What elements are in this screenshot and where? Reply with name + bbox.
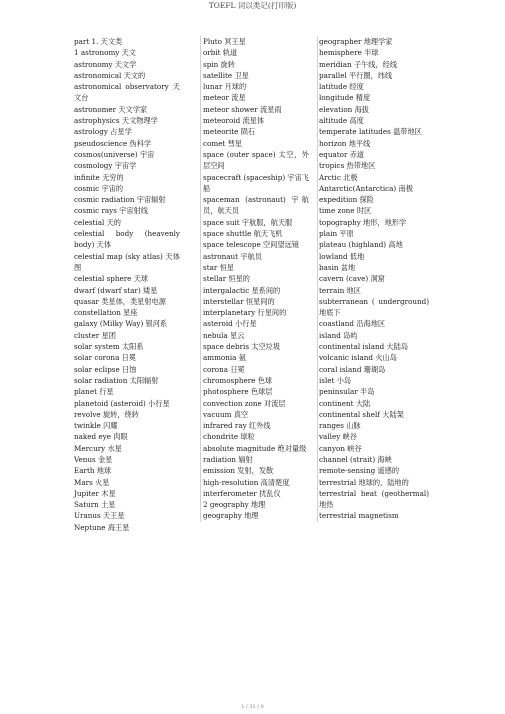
vocab-entry: astrophysics 天文物理学: [74, 116, 158, 126]
vocab-entry: planetoid (asteroid) 小行星: [74, 398, 170, 408]
word-column-3: [319, 36, 429, 522]
vocab-entry: horizon 地平线: [319, 138, 371, 148]
vocab-entry: astronomical observatory 天文台: [74, 82, 180, 103]
vocab-entry: continental island 大陆岛: [319, 342, 409, 352]
vocab-entry: Neptune 海王星: [74, 522, 130, 532]
vocab-entry: cosmic 宇宙的: [74, 183, 124, 193]
vocab-entry: space telescope 空间望远镜: [203, 240, 299, 250]
vocab-entry: Earth 地球: [74, 466, 112, 476]
vocab-entry: Saturn 土星: [74, 500, 116, 510]
vocab-entry: space debris 太空垃圾: [203, 342, 281, 352]
vocab-entry: corona 日冕: [203, 364, 245, 374]
vocab-entry: quasar 类星体，类星射电源: [74, 296, 166, 306]
vocab-entry: dwarf (dwarf star) 矮星: [74, 285, 158, 295]
vocab-entry: interferometer 扰乱仪: [203, 488, 281, 498]
page-footer: 1 / 31 / 0: [241, 704, 264, 710]
vocab-entry: basin 盆地: [319, 262, 356, 272]
vocab-entry: coral island 珊瑚岛: [319, 364, 386, 374]
vocab-entry: peninsular 半岛: [319, 387, 375, 397]
vocab-entry: asteroid 小行星: [203, 319, 257, 329]
vocab-entry: spaceman (astronaut) 宇航员，航天员: [203, 195, 309, 216]
vocab-entry: terrestrial heat (geothermal) 地热: [319, 488, 429, 510]
vocab-entry: Mercury 水星: [74, 443, 122, 453]
vocab-entry: nebula 星云: [203, 330, 245, 340]
vocab-entry: lunar 月球的: [203, 82, 247, 92]
vocab-entry: altitude 高度: [319, 116, 364, 126]
vocab-entry: valley 峡谷: [319, 432, 357, 442]
vocab-entry: constellation 星座: [74, 308, 138, 318]
vocab-entry: astronomy 天文学: [74, 59, 137, 69]
vocab-entry: twinkle 闪耀: [74, 421, 118, 431]
vocab-entry: Venus 金星: [74, 454, 113, 464]
vocab-entry: celestial 天的: [74, 217, 121, 227]
vocab-entry: infrared ray 红外线: [203, 421, 271, 431]
vocab-entry: continental shelf 大陆架: [319, 409, 404, 419]
word-column-1: [74, 36, 180, 533]
vocab-entry: astrology 占星学: [74, 127, 132, 137]
word-column-2: [200, 36, 318, 522]
vocab-entry: space shuttle 航天飞机: [203, 229, 283, 239]
vocab-entry: island 岛屿: [319, 330, 358, 340]
vocab-entry: 1 astronomy 天文: [74, 48, 136, 58]
vocab-entry: chromosphere 色球: [203, 375, 273, 385]
vocab-entry: volcanic island 火山岛: [319, 353, 397, 363]
vocab-entry: photosphere 色球层: [203, 387, 273, 397]
vocab-entry: Arctic 北极: [319, 172, 358, 182]
vocab-entry: star 恒星: [203, 262, 234, 272]
vocab-entry: terrestrial 地球的，陆地的: [319, 477, 409, 487]
vocab-entry: remote-sensing 遥感的: [319, 466, 400, 476]
vocab-entry: cosmology 宇宙学: [74, 161, 137, 171]
vocab-entry: tropics 热带地区: [319, 161, 376, 171]
vocab-entry: radiation 辐射: [203, 454, 253, 464]
vocab-entry: solar radiation 太阳辐射: [74, 375, 159, 385]
vocab-entry: Pluto 冥王星: [203, 37, 246, 46]
vocab-entry: part 1. 天文类: [74, 37, 123, 46]
vocab-entry: solar system 太阳系: [74, 342, 144, 352]
vocab-entry: chondrite 球粒: [203, 432, 255, 442]
vocab-entry: high-resolution 高清楚度: [203, 477, 290, 487]
vocab-entry: celestial map (sky atlas) 天体图: [74, 251, 180, 272]
vocab-entry: cosmic radiation 宇宙辐射: [74, 195, 166, 205]
vocab-entry: solar eclipse 日蚀: [74, 364, 137, 374]
vocab-entry: astronaut 宇航员: [203, 251, 262, 261]
vocab-entry: plateau (highland) 高地: [319, 240, 403, 250]
vocab-entry: meridian 子午线，经线: [319, 59, 398, 69]
vocab-entry: Jupiter 木星: [74, 488, 116, 498]
vocab-entry: elevation 海拔: [319, 104, 369, 114]
vocab-entry: celestial sphere 天球: [74, 274, 149, 284]
vocab-entry: stellar 恒星的: [203, 274, 250, 284]
vocab-entry: meteorite 陨石: [203, 127, 256, 137]
vocab-entry: parallel 平行圈，纬线: [319, 70, 393, 80]
vocab-entry: lowland 低地: [319, 251, 365, 261]
vocab-entry: hemisphere 半球: [319, 48, 379, 58]
vocab-entry: plain 平原: [319, 229, 354, 239]
vocab-entry: cosmos(universe) 宇宙: [74, 149, 155, 159]
vocab-entry: canyon 峡谷: [319, 443, 362, 453]
vocab-entry: orbit 轨道: [203, 48, 238, 58]
vocab-entry: Antarctic(Antarctica) 南极: [319, 183, 413, 193]
vocab-entry: solar corona 日冕: [74, 353, 137, 363]
vocab-entry: equator 赤道: [319, 149, 365, 159]
vocab-entry: subterranean ( underground) 地底下: [319, 296, 429, 318]
vocab-entry: longitude 精度: [319, 93, 371, 103]
vocab-entry: cosmic rays 宇宙射线: [74, 206, 148, 216]
vocab-entry: vacuum 真空: [203, 409, 249, 419]
vocab-entry: latitude 经度: [319, 82, 364, 92]
vocab-entry: cluster 星团: [74, 330, 116, 340]
vocab-entry: galaxy (Milky Way) 银河系: [74, 319, 168, 329]
vocab-entry: interplanetary 行星间的: [203, 308, 287, 318]
vocab-entry: intergalactic 星系间的: [203, 285, 281, 295]
vocab-entry: terrestrial magnetism: [319, 511, 399, 521]
vocab-entry: channel (strait) 海峡: [319, 454, 392, 464]
vocab-entry: astronomical 天文的: [74, 70, 146, 80]
vocab-entry: expedition 探险: [319, 195, 374, 205]
vocab-entry: Uranus 天王星: [74, 511, 125, 521]
vocab-entry: geographer 地理学家: [319, 37, 393, 46]
vocab-entry: infinite 无穷的: [74, 172, 124, 182]
vocab-entry: comet 彗星: [203, 138, 242, 148]
vocab-entry: cavern (cave) 洞窟: [319, 274, 385, 284]
vocab-entry: satellite 卫星: [203, 70, 249, 80]
vocab-entry: temperate latitudes 温带地区: [319, 127, 422, 137]
vocab-entry: topography 地形，地形学: [319, 217, 407, 227]
vocab-entry: emission 发射，发散: [203, 466, 274, 476]
vocab-entry: naked eye 肉眼: [74, 432, 128, 442]
vocab-entry: ranges 山脉: [319, 421, 361, 431]
vocab-entry: revolve 旋转，绕转: [74, 409, 139, 419]
vocab-entry: meteor shower 流星雨: [203, 104, 282, 114]
vocab-entry: absolute magnitude 绝对量级: [203, 443, 307, 453]
vocab-entry: pseudoscience 伪科学: [74, 138, 152, 148]
vocab-entry: meteoroid 流星体: [203, 116, 265, 126]
vocab-entry: coastland 沿海地区: [319, 319, 386, 329]
vocab-entry: 2 geography 地理: [203, 500, 266, 510]
vocab-entry: astronomer 天文学家: [74, 104, 148, 114]
vocab-entry: islet 小岛: [319, 375, 352, 385]
vocab-entry: ammonia 氨: [203, 353, 246, 363]
vocab-entry: terrain 地区: [319, 285, 361, 295]
vocab-entry: space suit 宇航服，航天服: [203, 217, 293, 227]
document-header: TOEFL 词以类记(打印版): [208, 1, 297, 10]
vocab-entry: convection zone 对流层: [203, 398, 286, 408]
vocab-entry: spacecraft (spaceship) 宇宙飞船: [203, 172, 309, 193]
vocab-entry: Mars 火星: [74, 477, 110, 487]
vocab-entry: meteor 流星: [203, 93, 246, 103]
vocab-entry: geography 地理: [203, 511, 259, 521]
vocab-entry: space (outer space) 太空，外层空间: [203, 149, 309, 171]
vocab-entry: spin 旋转: [203, 59, 235, 69]
vocab-entry: interstellar 恒星间的: [203, 296, 275, 306]
vocab-entry: time zone 时区: [319, 206, 372, 216]
vocab-entry: planet 行星: [74, 387, 114, 397]
vocab-entry: continent 大陆: [319, 398, 371, 408]
vocab-entry: celestial body (heavenly body) 天体: [74, 229, 180, 250]
